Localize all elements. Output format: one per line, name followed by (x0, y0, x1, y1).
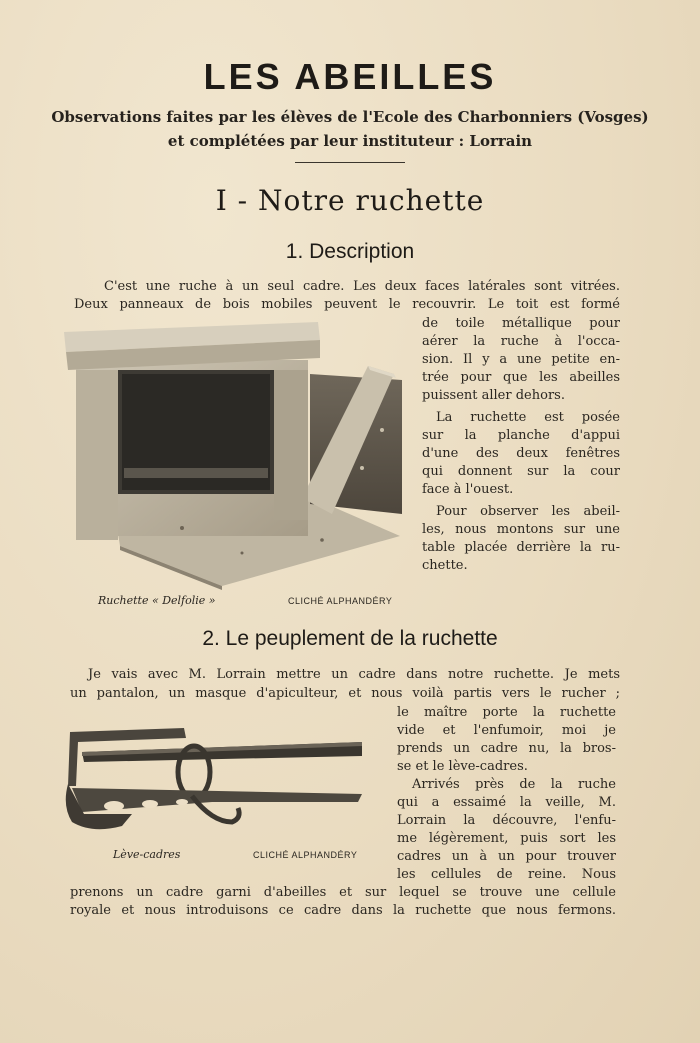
text-line: qui donnent sur la cour (422, 464, 620, 479)
figure-credit: CLICHÉ ALPHANDÉRY (288, 596, 393, 606)
figure-credit: CLICHÉ ALPHANDÉRY (253, 850, 358, 860)
description-heading: 1. Description (285, 240, 415, 263)
text-line: vide et l'enfumoir, moi je (397, 723, 616, 738)
text-line: se et le lève-cadres. (397, 759, 528, 774)
text-line: face à l'ouest. (422, 482, 514, 497)
text-line: puissent aller dehors. (422, 388, 565, 403)
title-divider (295, 162, 405, 163)
text-line: Arrivés près de la ruche (412, 777, 616, 792)
text-line: Deux panneaux de bois mobiles peuvent le recouvrir. Le toit est formé (74, 297, 620, 312)
text-line: trée pour que les abeilles (422, 370, 620, 385)
text-line: aérer la ruche à l'occa- (422, 334, 620, 349)
text-line: Je vais avec M. Lorrain mettre un cadre dans notre ruchette. Je mets (88, 667, 620, 682)
text-line: les cellules de reine. Nous (397, 867, 616, 882)
text-line: C'est une ruche à un seul cadre. Les deux faces latérales sont vitrées. (104, 279, 620, 294)
text-line: prenons un cadre garni d'abeilles et sur lequel se trouve une cellule (70, 885, 616, 900)
text-line: La ruchette est posée (436, 410, 620, 425)
text-line: me légèrement, puis sort les (397, 831, 616, 846)
text-line: de toile métallique pour (422, 316, 620, 331)
text-line: le maître porte la ruchette (397, 705, 616, 720)
text-line: table placée derrière la ru- (422, 540, 620, 555)
text-line: chette. (422, 558, 468, 573)
section-title: I - Notre ruchette (215, 184, 485, 217)
text-line: qui a essaimé la veille, M. (397, 795, 616, 810)
figure-caption: Ruchette « Delfolie » (98, 594, 216, 607)
figure-caption: Lève-cadres (113, 848, 181, 861)
frame-lifter-tool-icon (62, 722, 368, 840)
subtitle-line-1: Observations faites par les élèves de l'Ecole des Charbonniers (Vosges) (51, 108, 649, 126)
text-line: prends un cadre nu, la bros- (397, 741, 616, 756)
text-line: sion. Il y a une petite en- (422, 352, 620, 367)
text-line: d'une des deux fenêtres (422, 446, 620, 461)
subtitle-line-2: et complétées par leur instituteur : Lorrain (167, 132, 533, 150)
text-line: les, nous montons sur une (422, 522, 620, 537)
text-line: un pantalon, un masque d'apiculteur, et nous voilà partis vers le rucher ; (70, 686, 620, 701)
text-line: Pour observer les abeil- (436, 504, 620, 519)
beehive-photo-icon (62, 318, 408, 590)
text-line: sur la planche d'appui (422, 428, 620, 443)
text-line: cadres un à un pour trouver (397, 849, 616, 864)
peuplement-heading: 2. Le peuplement de la ruchette (202, 627, 498, 650)
page-title: LES ABEILLES (203, 56, 497, 97)
text-line: Lorrain la découvre, l'enfu- (397, 813, 616, 828)
text-line: royale et nous introduisons ce cadre dans la ruchette que nous fermons. (70, 903, 616, 918)
